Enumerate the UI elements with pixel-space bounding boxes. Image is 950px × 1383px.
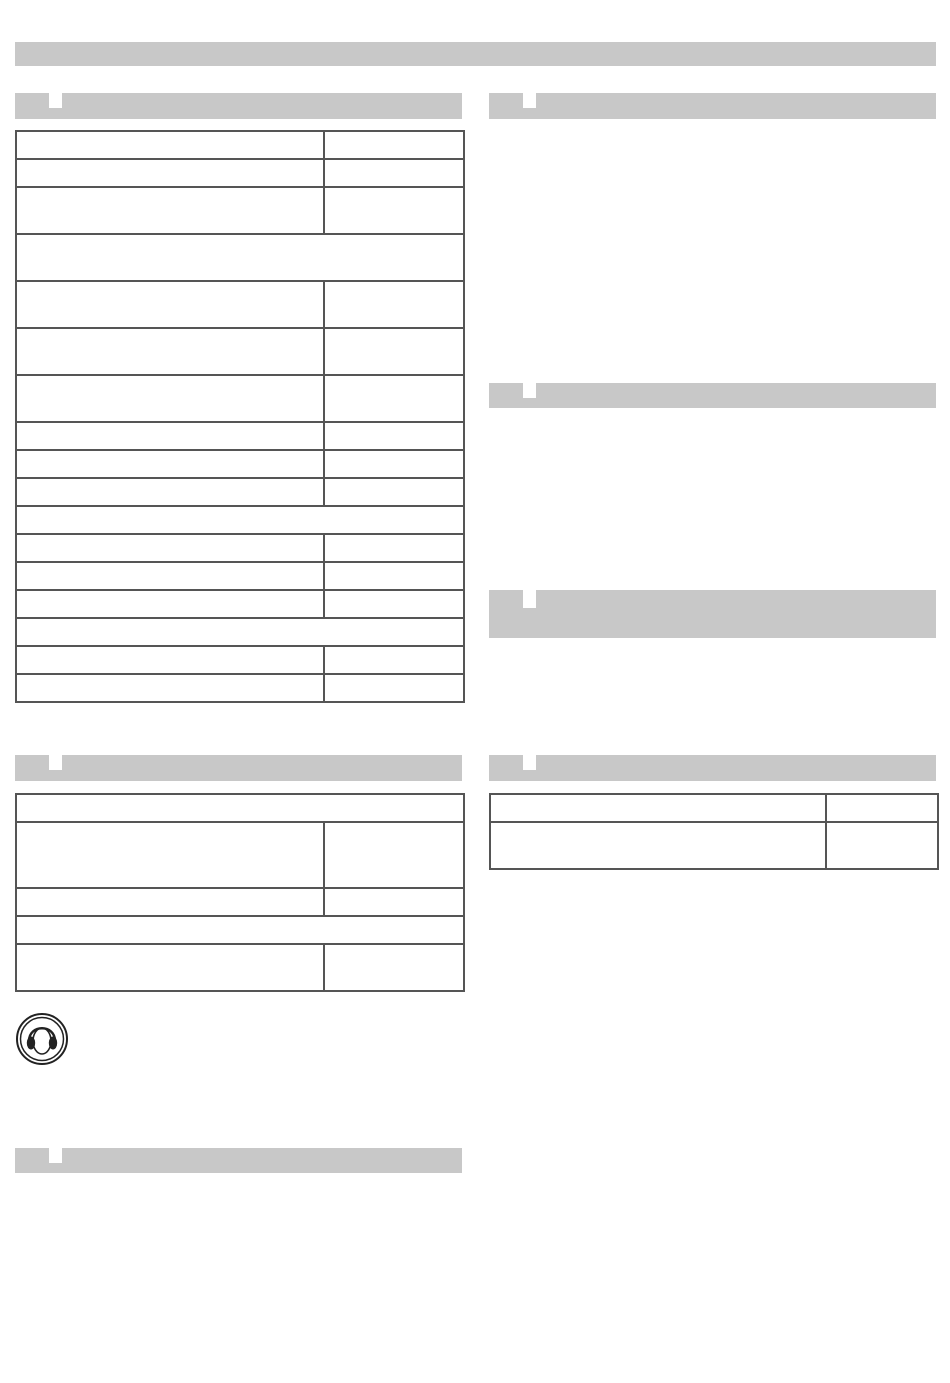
table-cell (16, 888, 324, 916)
table-cell (324, 888, 464, 916)
table-cell (16, 534, 324, 562)
table-cell (16, 131, 324, 159)
ear-protection-icon (15, 1012, 69, 1066)
table-cell-span (16, 506, 464, 534)
section-tab-marker (523, 755, 536, 770)
table-cell (324, 822, 464, 888)
table-cell (490, 794, 826, 822)
table-row (16, 674, 464, 702)
table-cell (16, 646, 324, 674)
page-header-bar (15, 42, 936, 66)
section-header-right-2 (489, 383, 936, 408)
table-cell (324, 281, 464, 328)
table-cell (324, 450, 464, 478)
section-header-right-1 (489, 93, 936, 119)
section-header-noise (15, 755, 462, 781)
table-cell (324, 131, 464, 159)
table-row (16, 450, 464, 478)
table-cell (16, 187, 324, 234)
section-tab-marker (49, 93, 62, 108)
section-tab-marker (49, 1148, 62, 1163)
table-cell (16, 281, 324, 328)
table-cell (16, 450, 324, 478)
table-row (16, 375, 464, 422)
table-cell (324, 562, 464, 590)
table-cell (490, 822, 826, 869)
table-cell (16, 674, 324, 702)
table-cell (16, 159, 324, 187)
table-cell (16, 422, 324, 450)
table-cell (324, 187, 464, 234)
table-row (16, 916, 464, 944)
table-row (16, 534, 464, 562)
table-cell (16, 375, 324, 422)
section-header-right-4 (489, 755, 936, 781)
table-cell-span (16, 916, 464, 944)
table-cell (16, 590, 324, 618)
table-cell-span (16, 618, 464, 646)
table-row (490, 794, 938, 822)
table-cell (16, 822, 324, 888)
table-row (16, 328, 464, 375)
right-table (489, 793, 939, 870)
table-row (16, 131, 464, 159)
table-cell (16, 328, 324, 375)
table-row (16, 944, 464, 991)
section-header-vibration (15, 1148, 462, 1173)
table-row (16, 646, 464, 674)
table-cell (324, 674, 464, 702)
technical-data-table (15, 130, 465, 703)
table-cell-span (16, 794, 464, 822)
table-row (16, 159, 464, 187)
table-cell (16, 478, 324, 506)
table-row (16, 281, 464, 328)
section-tab-marker (523, 93, 536, 108)
table-cell (324, 646, 464, 674)
table-cell (16, 562, 324, 590)
table-cell (16, 944, 324, 991)
table-cell (324, 478, 464, 506)
table-cell (826, 822, 938, 869)
section-header-right-3 (489, 590, 936, 638)
table-cell (324, 590, 464, 618)
table-cell (324, 422, 464, 450)
table-cell (324, 375, 464, 422)
section-tab-marker (523, 383, 536, 398)
table-row (16, 590, 464, 618)
table-cell (324, 328, 464, 375)
table-row (16, 822, 464, 888)
section-tab-marker (523, 590, 536, 608)
table-row (16, 888, 464, 916)
table-cell-span (16, 234, 464, 281)
table-cell (324, 534, 464, 562)
table-row (16, 422, 464, 450)
table-row (16, 478, 464, 506)
table-row (16, 562, 464, 590)
table-row (490, 822, 938, 869)
table-cell (826, 794, 938, 822)
section-tab-marker (49, 755, 62, 770)
table-row (16, 618, 464, 646)
table-row (16, 794, 464, 822)
table-cell (324, 159, 464, 187)
table-row (16, 187, 464, 234)
table-row (16, 234, 464, 281)
table-row (16, 506, 464, 534)
table-cell (324, 944, 464, 991)
noise-table (15, 793, 465, 992)
section-header-technical-data (15, 93, 462, 119)
